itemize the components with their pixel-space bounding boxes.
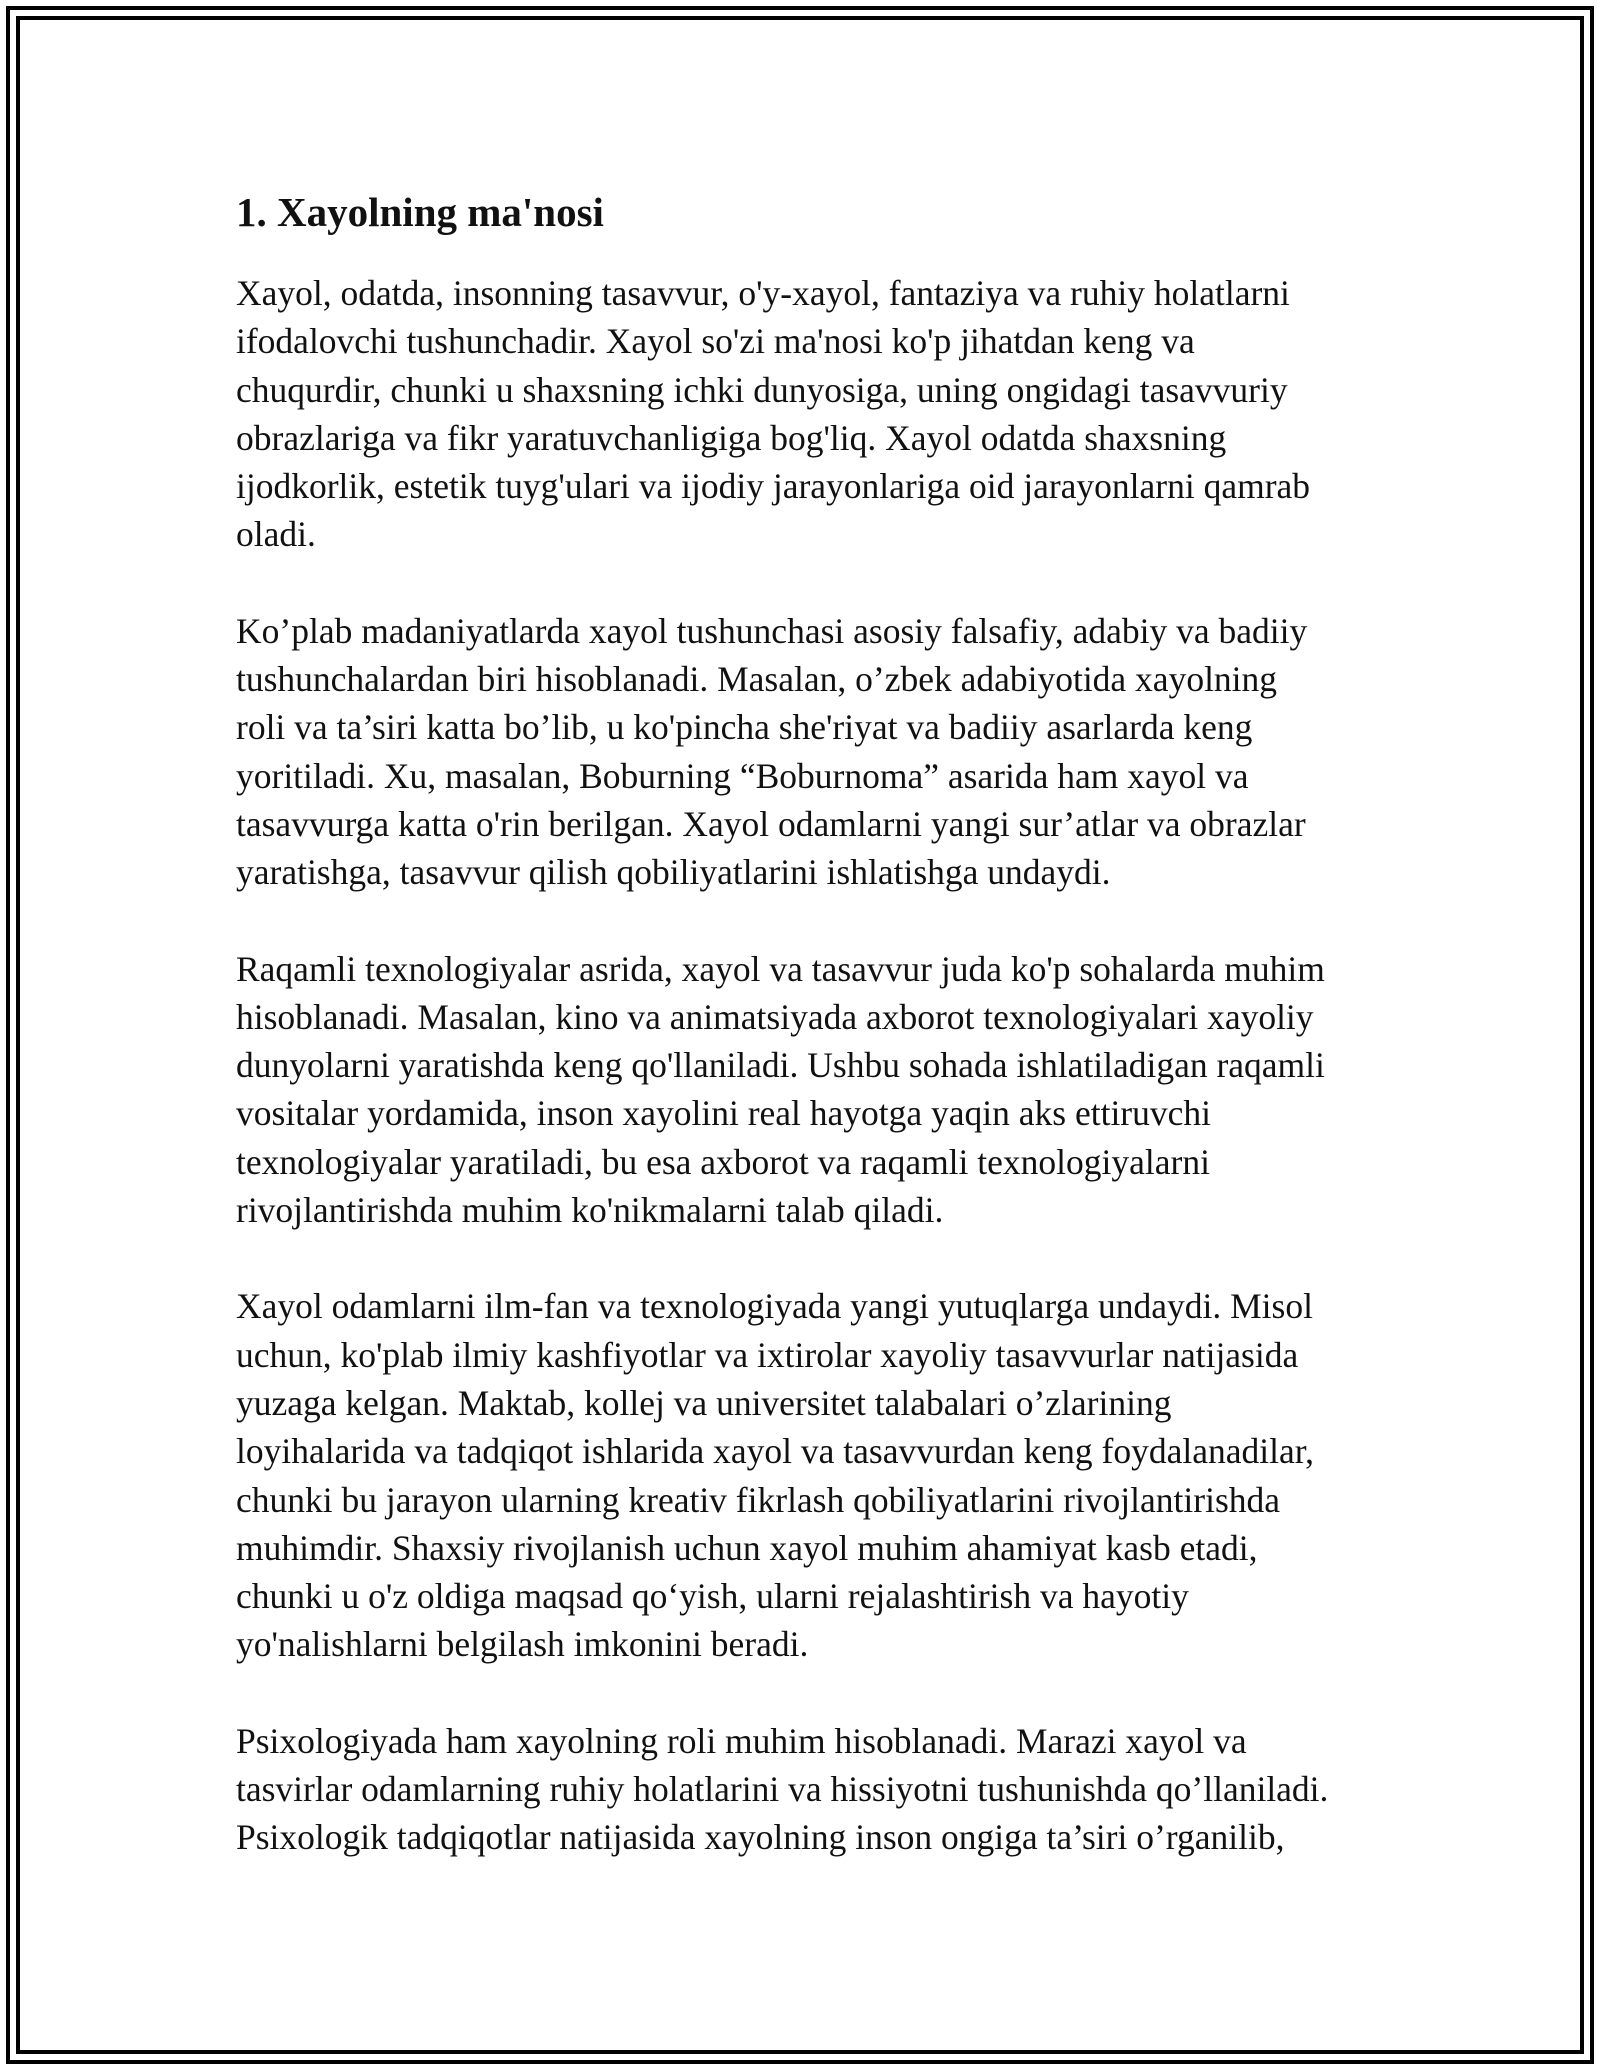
paragraph-line: yaratishga, tasavvur qilish qobiliyatlarini ishlatishga undaydi. bbox=[236, 852, 1111, 893]
paragraph-line: Raqamli texnologiyalar asrida, xayol va tasavvur juda ko'p sohalarda muhim bbox=[236, 948, 1325, 989]
paragraph-line: obrazlariga va fikr yaratuvchanligiga bog'liq. Xayol odatda shaxsning bbox=[236, 417, 1227, 458]
paragraph-line: rivojlantirishda muhim ko'nikmalarni talab qiladi. bbox=[236, 1190, 944, 1231]
paragraph-3 bbox=[236, 945, 1386, 1235]
paragraph-line: ijodkorlik, estetik tuyg'ulari va ijodiy jarayonlariga oid jarayonlarni qamrab bbox=[236, 466, 1311, 507]
paragraph-line: yuzaga kelgan. Maktab, kollej va universitet talabalari o’zlarining bbox=[236, 1382, 1172, 1423]
paragraph-line: roli va ta’siri katta bo’lib, u ko'pincha she'riyat va badiiy asarlarda keng bbox=[236, 707, 1253, 748]
paragraph-line: Xayol odamlarni ilm-fan va texnologiyada yangi yutuqlarga undaydi. Misol bbox=[236, 1286, 1313, 1327]
paragraph-line: tushunchalardan biri hisoblanadi. Masalan, o’zbek adabiyotida xayolning bbox=[236, 659, 1278, 700]
paragraph-line: yoritiladi. Xu, masalan, Boburning “Boburnoma” asarida ham xayol va bbox=[236, 755, 1249, 796]
paragraph-line: chuqurdir, chunki u shaxsning ichki dunyosiga, uning ongidagi tasavvuriy bbox=[236, 369, 1288, 410]
paragraph-line: yo'nalishlarni belgilash imkonini beradi. bbox=[236, 1624, 809, 1665]
paragraph-line: ifodalovchi tushunchadir. Xayol so'zi ma'nosi ko'p jihatdan keng va bbox=[236, 321, 1195, 362]
paragraph-line: chunki u o'z oldiga maqsad qo‘yish, ularni rejalashtirish va hayotiy bbox=[236, 1576, 1189, 1617]
paragraph-4 bbox=[236, 1282, 1386, 1668]
paragraph-1 bbox=[236, 269, 1386, 559]
paragraph-line: loyihalarida va tadqiqot ishlarida xayol va tasavvurdan keng foydalanadilar, bbox=[236, 1431, 1315, 1472]
paragraph-line: muhimdir. Shaxsiy rivojlanish uchun xayol muhim ahamiyat kasb etadi, bbox=[236, 1527, 1258, 1568]
paragraph-5 bbox=[236, 1717, 1386, 1862]
paragraph-line: Xayol, odatda, insonning tasavvur, o'y-xayol, fantaziya va ruhiy holatlarni bbox=[236, 273, 1290, 313]
paragraph-line: vositalar yordamida, inson xayolini real hayotga yaqin aks ettiruvchi bbox=[236, 1093, 1212, 1134]
paragraph-line: tasavvurga katta o'rin berilgan. Xayol odamlarni yangi sur’atlar va obrazlar bbox=[236, 803, 1306, 844]
paragraph-line: Ko’plab madaniyatlarda xayol tushunchasi asosiy falsafiy, adabiy va badiiy bbox=[236, 610, 1308, 651]
paragraph-line: dunyolarni yaratishda keng qo'llaniladi. Ushbu sohada ishlatiladigan raqamli bbox=[236, 1045, 1325, 1086]
paragraph-line: hisoblanadi. Masalan, kino va animatsiyada axborot texnologiyalari xayoliy bbox=[236, 996, 1314, 1037]
paragraph-line: chunki bu jarayon ularning kreativ fikrlash qobiliyatlarini rivojlantirishda bbox=[236, 1479, 1281, 1520]
section-heading: 1. Xayolning ma'nosi bbox=[236, 189, 604, 235]
paragraph-line: uchun, ko'plab ilmiy kashfiyotlar va ixtirolar xayoliy tasavvurlar natijasida bbox=[236, 1334, 1299, 1375]
paragraph-line: texnologiyalar yaratiladi, bu esa axborot va raqamli texnologiyalarni bbox=[236, 1141, 1210, 1182]
paragraph-line: Psixologik tadqiqotlar natijasida xayolning inson ongiga ta’siri o’rganilib, bbox=[236, 1817, 1285, 1858]
document-body bbox=[236, 186, 1386, 1910]
paragraph-line: oladi. bbox=[236, 514, 316, 555]
paragraph-2 bbox=[236, 607, 1386, 897]
paragraph-line: tasvirlar odamlarning ruhiy holatlarini va hissiyotni tushunishda qo’llaniladi. bbox=[236, 1769, 1329, 1810]
paragraph-line: Psixologiyada ham xayolning roli muhim hisoblanadi. Marazi xayol va bbox=[236, 1720, 1247, 1761]
